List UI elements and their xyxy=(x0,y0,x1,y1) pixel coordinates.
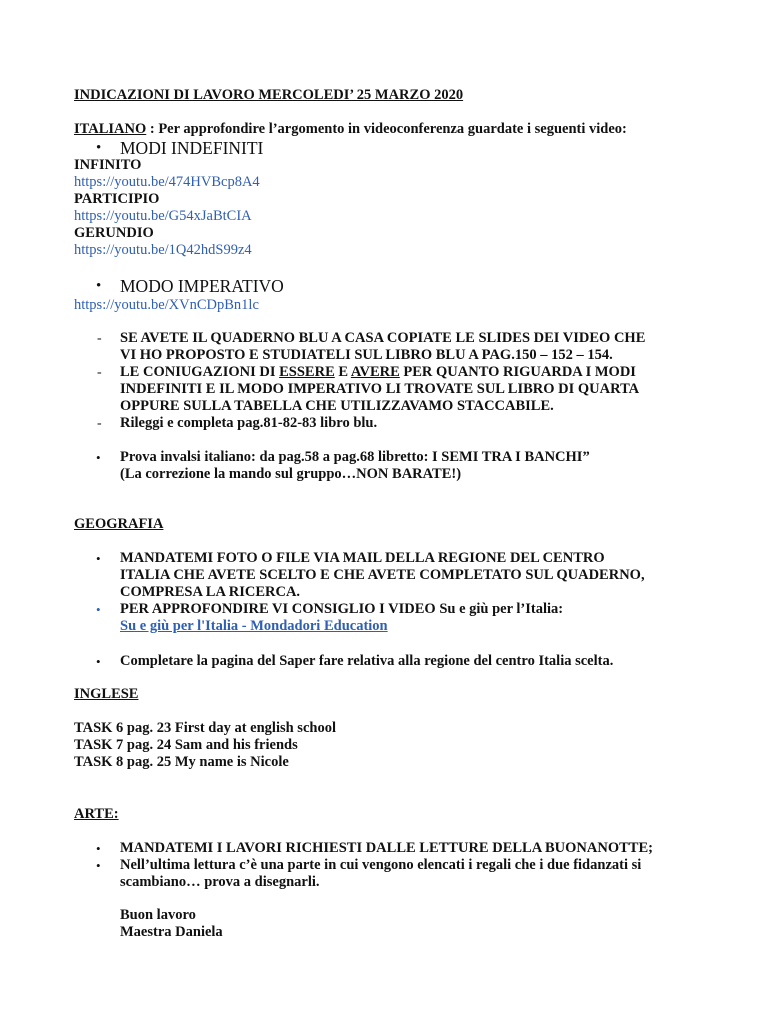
geografia-item3: Completare la pagina del Saper fare relativa alla regione del centro Italia scelta. xyxy=(120,653,614,669)
item2-post: PER QUANTO RIGUARDA I MODI xyxy=(399,364,636,380)
modi-indefiniti-heading: MODI INDEFINITI xyxy=(120,138,264,158)
inglese-task8: TASK 8 pag. 25 My name is Nicole xyxy=(74,754,289,770)
arte-item1: MANDATEMI I LAVORI RICHIESTI DALLE LETTURE DELLA BUONANOTTE; xyxy=(120,840,653,856)
invalsi-line1: Prova invalsi italiano: da pag.58 a pag.68 libretto: I SEMI TRA I BANCHI” xyxy=(120,449,590,465)
infinito-video-link[interactable]: https://youtu.be/474HVBcp8A4 xyxy=(74,174,260,190)
inglese-task6: TASK 6 pag. 23 First day at english school xyxy=(74,720,336,736)
gerundio-video-link[interactable]: https://youtu.be/1Q42hdS99z4 xyxy=(74,242,252,258)
document-title: INDICAZIONI DI LAVORO MERCOLEDI’ 25 MARZO 2020 xyxy=(74,87,464,103)
dash-marker: - xyxy=(97,331,102,346)
geografia-item1-line3: COMPRESA LA RICERCA. xyxy=(120,584,301,600)
arte-item2-line2: scambiano… prova a disegnarli. xyxy=(120,874,320,890)
bullet-icon: • xyxy=(96,551,101,566)
imperativo-video-link[interactable]: https://youtu.be/XVnCDpBn1lc xyxy=(74,297,259,313)
italiano-intro: : Per approfondire l’argomento in videoconferenza guardate i seguenti video: xyxy=(146,121,627,137)
geografia-item2-line1: PER APPROFONDIRE VI CONSIGLIO I VIDEO Su e giù per l’Italia: xyxy=(120,601,564,617)
gerundio-label: GERUNDIO xyxy=(74,225,154,241)
geografia-item1-line1: MANDATEMI FOTO O FILE VIA MAIL DELLA REGIONE DEL CENTRO xyxy=(120,550,605,566)
closing-signature: Maestra Daniela xyxy=(120,924,223,940)
modo-imperativo-heading: MODO IMPERATIVO xyxy=(120,276,284,296)
bullet-icon: • xyxy=(96,278,102,294)
bullet-icon: • xyxy=(96,654,101,669)
item2-e: E xyxy=(334,364,351,380)
italiano-intro-line xyxy=(74,121,627,138)
italiano-item1-line2: VI HO PROPOSTO E STUDIATELI SUL LIBRO BLU A PAG.150 – 152 – 154. xyxy=(120,347,613,363)
bullet-icon: • xyxy=(96,450,101,465)
italiano-heading: ITALIANO xyxy=(74,121,147,137)
arte-item2-line1: Nell’ultima lettura c’è una parte in cui vengono elencati i regali che i due fidanzati si xyxy=(120,857,642,873)
arte-heading: ARTE: xyxy=(74,806,119,822)
italiano-item2-line1 xyxy=(120,364,636,381)
bullet-icon: • xyxy=(96,140,102,156)
inglese-heading: INGLESE xyxy=(74,686,139,702)
item2-pre: LE CONIUGAZIONI DI xyxy=(120,364,280,380)
italiano-item2-line3: OPPURE SULLA TABELLA CHE UTILIZZAVAMO STACCABILE. xyxy=(120,398,554,414)
item2-essere: ESSERE xyxy=(279,364,335,380)
italiano-item3: Rileggi e completa pag.81-82-83 libro blu. xyxy=(120,415,378,431)
dash-marker: - xyxy=(97,365,102,380)
geografia-item1-line2: ITALIA CHE AVETE SCELTO E CHE AVETE COMPLETATO SUL QUADERNO, xyxy=(120,567,645,583)
dash-marker: - xyxy=(97,416,102,431)
geografia-heading: GEOGRAFIA xyxy=(74,516,164,532)
bullet-icon: • xyxy=(96,841,101,856)
closing-greeting: Buon lavoro xyxy=(120,907,196,923)
infinito-label: INFINITO xyxy=(74,157,142,173)
bullet-icon: • xyxy=(96,602,101,617)
italiano-item1-line1: SE AVETE IL QUADERNO BLU A CASA COPIATE LE SLIDES DEI VIDEO CHE xyxy=(120,330,646,346)
participio-label: PARTICIPIO xyxy=(74,191,160,207)
participio-video-link[interactable]: https://youtu.be/G54xJaBtCIA xyxy=(74,208,252,224)
bullet-icon: • xyxy=(96,858,101,873)
mondadori-education-link[interactable]: Su e giù per l'Italia - Mondadori Education xyxy=(120,618,388,634)
italiano-item2-line2: INDEFINITI E IL MODO IMPERATIVO LI TROVATE SUL LIBRO DI QUARTA xyxy=(120,381,640,397)
item2-avere: AVERE xyxy=(350,364,400,380)
inglese-task7: TASK 7 pag. 24 Sam and his friends xyxy=(74,737,298,753)
invalsi-line2: (La correzione la mando sul gruppo…NON BARATE!) xyxy=(120,466,462,482)
